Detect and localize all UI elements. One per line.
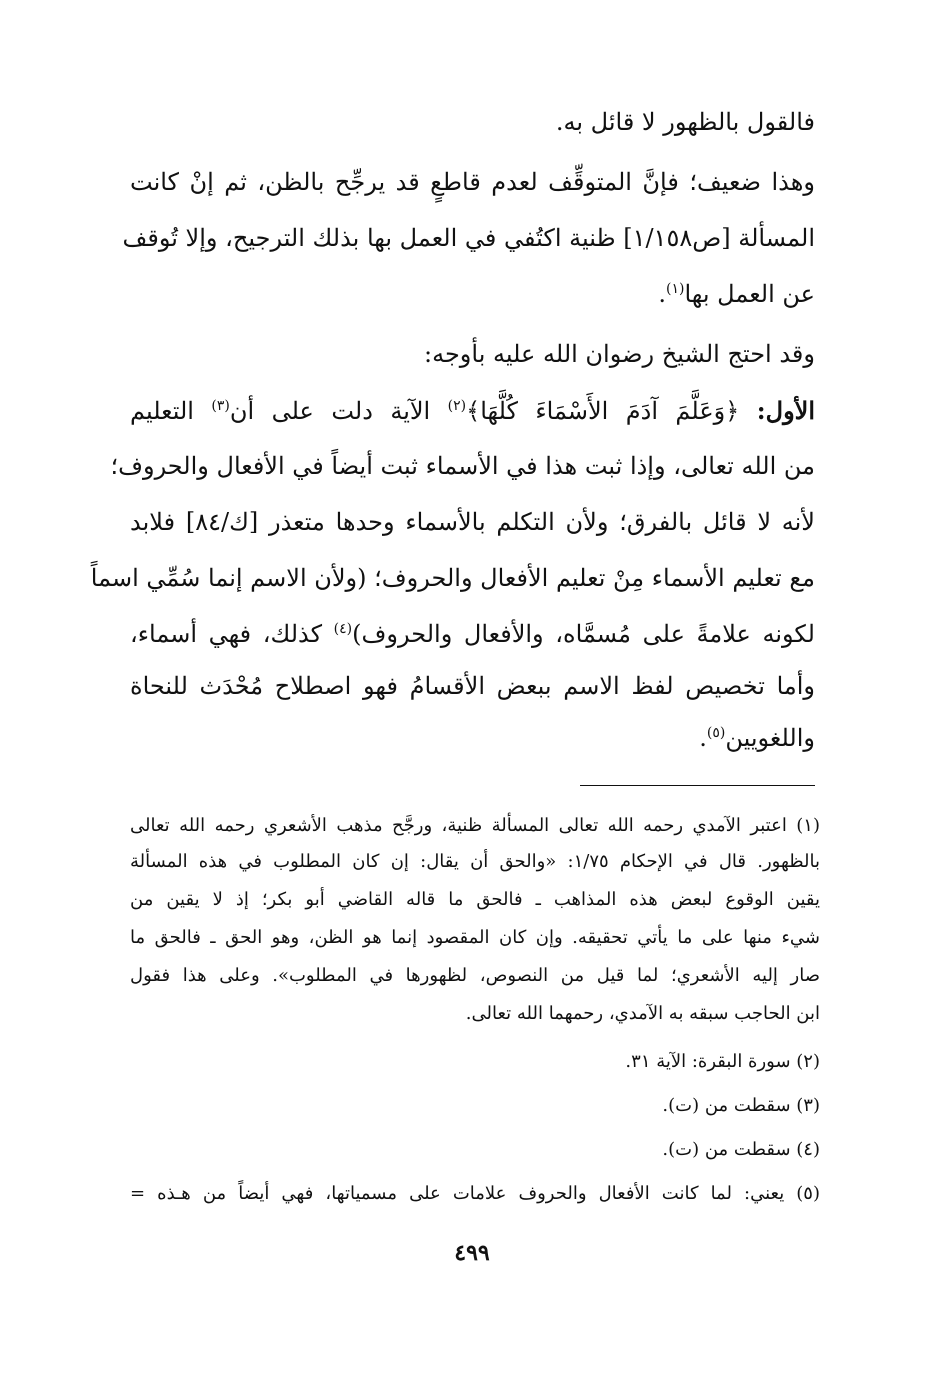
text-line: مع تعليم الأسماء مِنْ تعليم الأفعال والحروف؛ (ولأن الاسم إنما سُمِّي اسماً	[90, 564, 815, 592]
footnote-line: (٤) سقطت من (ت).	[662, 1139, 820, 1160]
text-segment: لكونه علامةً على مُسمَّاه، والأفعال والحروف)	[352, 620, 815, 648]
text-segment: الآية دلت على أن	[229, 397, 448, 425]
footnote-line: بالظهور. قال في الإحكام ١/٧٥: «والحق أن يقال: إن كان المطلوب في هذه المسألة	[130, 851, 820, 872]
page-number: ٤٩٩	[454, 1240, 490, 1266]
footnote-line: صار إليه الأشعري؛ لما قيل من النصوص، لظهورها في المطلوب». وعلى هذا فقول	[130, 965, 820, 986]
footnote-line: شيء منها على ما يأتي تحقيقه. وإن كان المقصود إنما هو الظن، وهو الحق ـ فالحق ما	[130, 927, 820, 948]
text-line: المسألة [ص١/١٥٨] ظنية اكتُفي في العمل بها بذلك الترجيح، وإلا تُوقف	[122, 224, 815, 252]
footnote-ref: (١)	[666, 281, 685, 297]
footnote-line: ابن الحاجب سبقه به الآمدي، رحمهما الله تعالى.	[465, 1003, 820, 1024]
text-segment: .	[658, 280, 667, 308]
footnote-divider	[580, 785, 815, 786]
footnote-ref: (٤)	[333, 621, 353, 637]
footnote-ref: (٣)	[211, 398, 230, 414]
footnote-ref: (٥)	[706, 725, 726, 741]
text-segment: واللغويين	[725, 724, 815, 752]
main-text	[90, 0, 816, 760]
text-line	[658, 280, 815, 308]
footnote-line: (٣) سقطت من (ت).	[662, 1095, 820, 1116]
text-segment: التعليم	[130, 397, 212, 425]
text-segment: عن العمل بها	[684, 280, 815, 308]
text-line: لأنه لا قائل بالفرق؛ ولأن التكلم بالأسماء وحدها متعذر [ك/٨٤] فلابد	[130, 508, 815, 536]
text-line: وهذا ضعيف؛ فإنَّ المتوقِّف لعدم قاطعٍ قد يرجِّح بالظن، ثم إنْ كانت	[130, 168, 815, 196]
text-line	[699, 724, 815, 752]
text-line	[130, 396, 815, 425]
text-line	[130, 620, 815, 648]
section-heading: الأول:	[756, 396, 816, 425]
footnote-line: يقين الوقوع لبعض هذه المذاهب ـ فالحق ما قاله القاضي أبو بكر؛ إذ لا يقين من	[130, 889, 820, 910]
footnote-line: (١) اعتبر الآمدي رحمه الله تعالى المسألة ظنية، ورجَّح مذهب الأشعري رحمه الله تعالى	[130, 815, 820, 836]
text-line: وقد احتج الشيخ رضوان الله عليه بأوجه:	[424, 340, 815, 368]
text-segment: كذلك، فهي أسماء،	[130, 620, 334, 648]
text-line: فالقول بالظهور لا قائل به.	[555, 108, 815, 136]
text-segment: .	[699, 724, 707, 752]
quran-verse: ﴿وَعَلَّمَ آدَمَ الأَسْمَاءَ كُلَّهَا﴾	[466, 397, 757, 425]
footnote-line: (٥) يعني: لما كانت الأفعال والحروف علامات على مسمياتها، فهي أيضاً من هـذه =	[130, 1183, 820, 1204]
footnote-ref: (٢)	[447, 398, 467, 414]
text-line: من الله تعالى، وإذا ثبت هذا في الأسماء ثبت أيضاً في الأفعال والحروف؛	[110, 452, 815, 480]
text-line: وأما تخصيص لفظ الاسم ببعض الأقسامُ فهو اصطلاح مُحْدَث للنحاة	[130, 672, 815, 700]
footnote-line: (٢) سورة البقرة: الآية ٣١.	[625, 1051, 820, 1072]
